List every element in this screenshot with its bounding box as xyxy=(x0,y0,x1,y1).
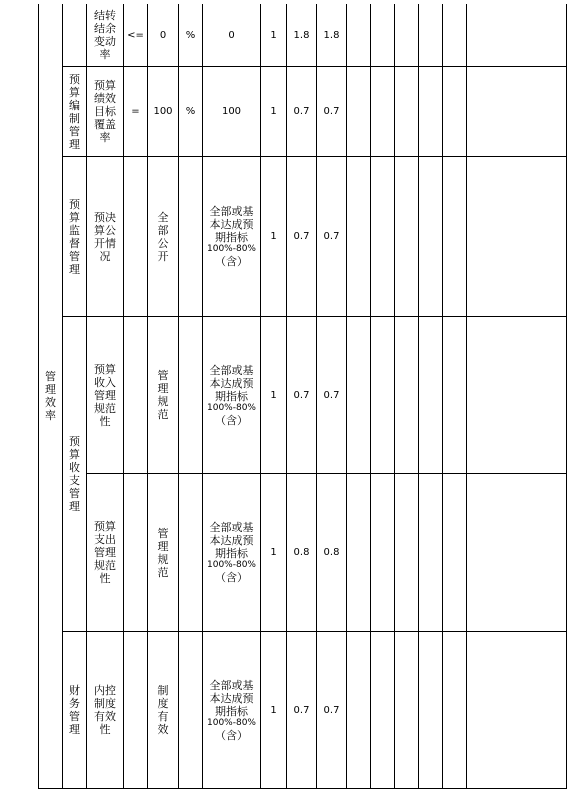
actual-value xyxy=(203,157,260,316)
target-value: 管 理 规 范 xyxy=(157,526,169,579)
operator: <= xyxy=(127,29,144,41)
target-value: 全 部 公 开 xyxy=(157,210,169,263)
level3-indicator: 预算 支出 管理 规范 性 xyxy=(94,520,116,585)
weight: 1 xyxy=(270,547,277,558)
weight: 1 xyxy=(270,704,277,716)
level2-budget-compile: 预 算 编 制 管 理 xyxy=(69,72,80,151)
level2-budget-supervise: 预 算 监 督 管 理 xyxy=(69,197,80,276)
actual-range: 100%-80% xyxy=(207,402,256,413)
score-2: 0.7 xyxy=(323,704,340,716)
score-2: 0.7 xyxy=(323,231,340,242)
actual-value xyxy=(203,632,260,788)
score-2: 0.7 xyxy=(323,389,340,401)
target-value: 管 理 规 范 xyxy=(157,369,169,421)
actual-text: 全部或基本达成预期指标 xyxy=(209,521,254,560)
score-1: 0.7 xyxy=(293,231,310,242)
level1-management-efficiency: 管 理 效 率 xyxy=(45,370,56,422)
level3-indicator: 结转 结余 变动 率 xyxy=(94,9,116,61)
grid-line xyxy=(466,4,467,789)
grid-line xyxy=(566,4,567,789)
score-2: 1.8 xyxy=(323,29,340,41)
grid-line xyxy=(370,4,371,789)
weight: 1 xyxy=(270,231,277,242)
actual-text: 全部或基本达成预期指标 xyxy=(209,205,254,244)
score-1: 0.8 xyxy=(293,547,310,558)
actual-range: 100%-80% xyxy=(207,244,256,254)
weight: 1 xyxy=(270,389,277,401)
actual-text: 全部或基本达成预期指标 xyxy=(209,678,254,718)
actual-range: 100%-80% xyxy=(207,717,256,728)
level2-finance-manage: 财 务 管 理 xyxy=(69,684,80,736)
grid-line xyxy=(442,4,443,789)
actual-value: 0 xyxy=(228,29,235,41)
actual-note: （含） xyxy=(215,728,248,742)
grid-line xyxy=(38,788,567,789)
level3-indicator: 预算 绩效 目标 覆盖 率 xyxy=(94,79,116,144)
target-value: 100 xyxy=(153,106,173,117)
actual-range: 100%-80% xyxy=(207,560,256,570)
unit: % xyxy=(185,29,196,41)
score-1: 1.8 xyxy=(293,29,310,41)
level3-indicator: 预算 收入 管理 规范 性 xyxy=(94,362,116,428)
actual-note: （含） xyxy=(215,255,248,268)
actual-note: （含） xyxy=(215,571,248,584)
actual-value xyxy=(203,474,260,631)
score-1: 0.7 xyxy=(293,389,310,401)
grid-line xyxy=(418,4,419,789)
actual-value: 100 xyxy=(221,106,242,117)
target-value: 制 度 有 效 xyxy=(157,684,169,736)
score-1: 0.7 xyxy=(293,106,310,117)
actual-note: （含） xyxy=(215,413,248,427)
grid-line xyxy=(394,4,395,789)
grid-line xyxy=(346,4,347,789)
target-value: 0 xyxy=(159,29,167,41)
score-2: 0.7 xyxy=(323,106,340,117)
actual-text: 全部或基本达成预期指标 xyxy=(209,363,254,403)
weight: 1 xyxy=(270,29,277,41)
level3-indicator: 内控 制度 有效 性 xyxy=(94,684,116,736)
actual-value xyxy=(203,317,260,473)
score-2: 0.8 xyxy=(323,547,340,558)
unit: % xyxy=(185,106,196,117)
level2-budget-income-expense: 预 算 收 支 管 理 xyxy=(69,435,80,513)
level3-indicator: 预决 算公 开情 况 xyxy=(94,210,116,263)
score-1: 0.7 xyxy=(293,704,310,716)
weight: 1 xyxy=(270,106,277,117)
operator: = xyxy=(131,106,140,117)
